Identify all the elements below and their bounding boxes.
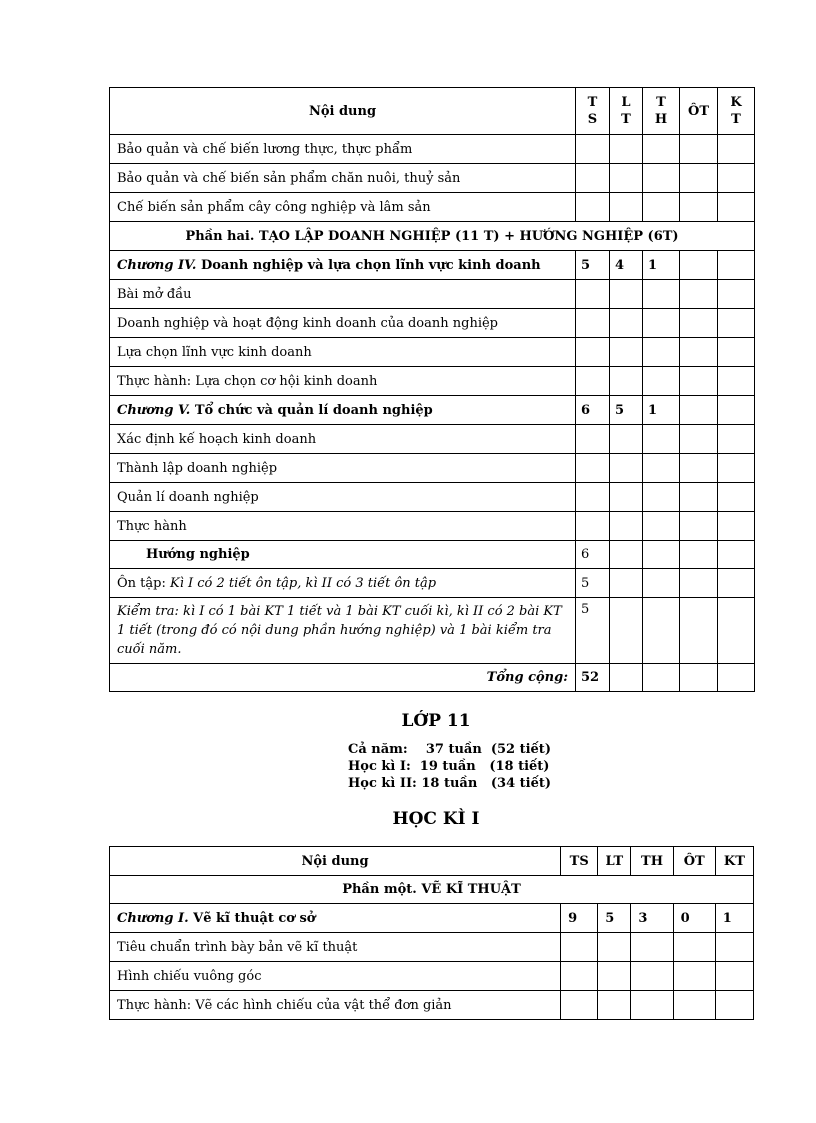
table-row: Bảo quản và chế biến sản phẩm chăn nuôi, thuỷ sản [110,164,755,193]
table-row: Thành lập doanh nghiệp [110,454,755,483]
total-label: Tổng cộng: [110,664,576,692]
grade-schedule [348,741,551,792]
chapter-row [110,396,755,425]
chapter-4-lt: 4 [610,251,643,280]
header-content: Nội dung [110,847,561,876]
semester-title: HỌC KÌ I [392,809,480,829]
career-label: Hướng nghiệp [110,541,576,569]
chapter-5-title: Chương V. Tổ chức và quản lí doanh nghiệp [110,396,576,425]
chapter-5-lt: 5 [610,396,643,425]
table-row: Hình chiếu vuông góc [110,962,754,991]
chapter-5-th: 1 [643,396,680,425]
header-ot: ÔT [673,847,715,876]
header-lt: L T [610,88,643,135]
semester-2-total: Học kì II: 18 tuần (34 tiết) [348,776,552,791]
chapter-1-lt: 5 [598,904,631,933]
chapter-5-ts: 6 [576,396,610,425]
review-ts: 5 [576,569,610,598]
test-text: Kiểm tra: kì I có 1 bài KT 1 tiết và 1 bài KT cuối kì, kì II có 2 bài KT 1 tiết (trong đó có nội dung phần hướng nghiệp) và 1 bài kiểm tra cuối năm. [110,598,576,664]
table-row: Thực hành: Lựa chọn cơ hội kinh doanh [110,367,755,396]
test-row [110,598,755,664]
part-one-title: Phần một. VẼ KĨ THUẬT [110,876,754,904]
chapter-4-ts: 5 [576,251,610,280]
year-total: Cả năm: 37 tuần (52 tiết) [348,742,551,757]
chapter-row [110,904,754,933]
header-lt: LT [598,847,631,876]
table-row: Bài mở đầu [110,280,755,309]
chapter-1-ts: 9 [561,904,598,933]
test-ts: 5 [576,598,610,664]
header-kt: KT [715,847,753,876]
total-row [110,664,755,692]
header-ot: ÔT [680,88,718,135]
chapter-4-title: Chương IV. Doanh nghiệp và lựa chọn lĩnh vực kinh doanh [110,251,576,280]
chapter-1-kt: 1 [715,904,753,933]
table-row: Thực hành [110,512,755,541]
grade-title: LỚP 11 [401,711,471,731]
career-row [110,541,755,569]
table-row: Lựa chọn lĩnh vực kinh doanh [110,338,755,367]
table-row: Bảo quản và chế biến lương thực, thực phẩm [110,135,755,164]
part-heading-row [110,222,755,251]
review-text: Ôn tập: Kì I có 2 tiết ôn tập, kì II có 3 tiết ôn tập [110,569,576,598]
header-th: T H [643,88,680,135]
curriculum-table-grade10 [109,87,755,692]
part-heading-row [110,876,754,904]
chapter-1-ot: 0 [673,904,715,933]
table-row: Tiêu chuẩn trình bày bản vẽ kĩ thuật [110,933,754,962]
table-row: Xác định kế hoạch kinh doanh [110,425,755,454]
header-th: TH [631,847,673,876]
chapter-1-title: Chương I. Vẽ kĩ thuật cơ sở [110,904,561,933]
header-content: Nội dung [110,88,576,135]
total-ts: 52 [576,664,610,692]
chapter-1-th: 3 [631,904,673,933]
table-row: Quản lí doanh nghiệp [110,483,755,512]
header-kt: K T [718,88,755,135]
semester-1-total: Học kì I: 19 tuần (18 tiết) [348,759,550,774]
table-row: Doanh nghiệp và hoạt động kinh doanh của doanh nghiệp [110,309,755,338]
header-ts: TS [561,847,598,876]
curriculum-table-grade11 [109,846,754,1020]
header-ts: T S [576,88,610,135]
table-row: Chế biến sản phẩm cây công nghiệp và lâm sản [110,193,755,222]
part-two-title: Phần hai. TẠO LẬP DOANH NGHIỆP (11 T) + HƯỚNG NGHIỆP (6T) [110,222,755,251]
review-row [110,569,755,598]
chapter-row [110,251,755,280]
career-ts: 6 [576,541,610,569]
table-row: Thực hành: Vẽ các hình chiếu của vật thể đơn giản [110,991,754,1020]
chapter-4-th: 1 [643,251,680,280]
